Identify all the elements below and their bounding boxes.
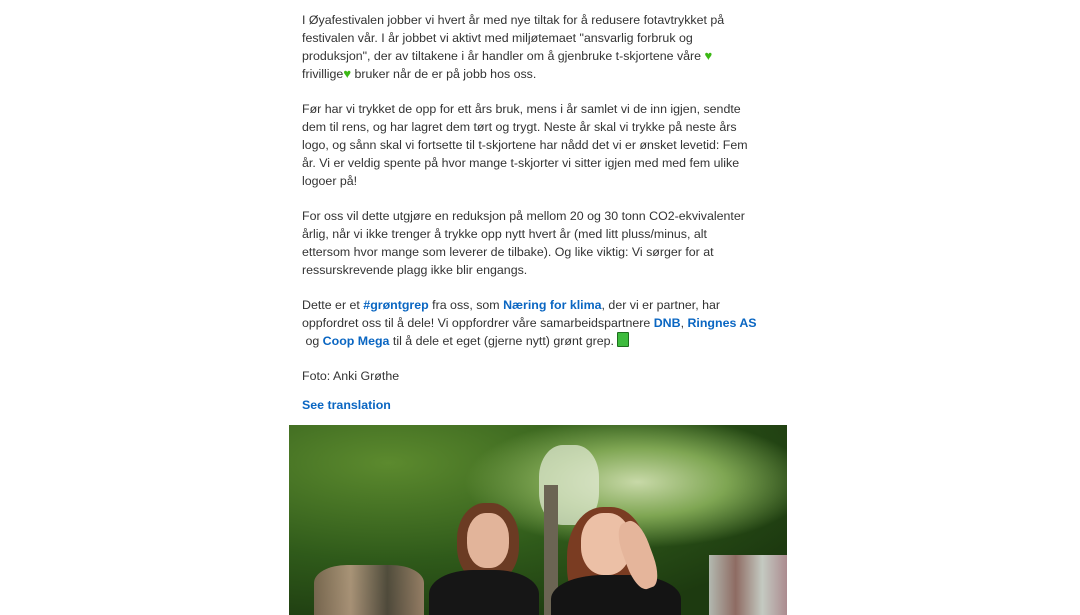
- text-line: festivalen vår. I år jobbet vi aktivt med miljøtemaet "ansvarlig forbruk og: [302, 31, 693, 45]
- text-line: Foto: Anki Grøthe: [302, 369, 400, 383]
- background-crowd: [709, 555, 787, 615]
- text: til å dele et eget (gjerne nytt) grønt grep.: [389, 334, 618, 348]
- green-heart-icon: ♥: [704, 48, 713, 63]
- text-line: logo, og sånn skal vi fortsette til t-skjortene har nådd det vi er ønsket levetid: Fem: [302, 138, 748, 152]
- text-line: år. Vi er veldig spente på hvor mange t-skjorter vi sitter igjen med med fem ulike: [302, 156, 740, 170]
- mention-dnb[interactable]: DNB: [653, 316, 681, 330]
- text: oppfordret oss til å dele! Vi oppfordrer våre samarbeidspartnere: [302, 316, 654, 330]
- text: , der vi er partner, har: [601, 298, 721, 312]
- text-line: Før har vi trykket de opp for ett års bruk, mens i år samlet vi de inn igjen, sendte: [302, 102, 741, 116]
- green-heart-icon: ♥: [343, 66, 352, 81]
- text: og: [302, 334, 323, 348]
- mention-coop-mega[interactable]: Coop Mega: [322, 334, 390, 348]
- text-line: I Øyafestivalen jobber vi hvert år med nye tiltak for å redusere fotavtrykket på: [302, 13, 725, 27]
- text-line: dem til rens, og har lagret dem tørt og trygt. Neste år skal vi trykke på neste års: [302, 120, 737, 134]
- paragraph-4: [302, 296, 772, 350]
- text-line: produksjon", der av tiltakene i år handler om å gjenbruke t-skjortene våre: [302, 49, 702, 63]
- photo-credit: [302, 367, 772, 385]
- text: ,: [680, 316, 688, 330]
- paragraph-1: [302, 11, 772, 83]
- text-line: For oss vil dette utgjøre en reduksjon på mellom 20 og 30 tonn CO2-ekvivalenter: [302, 209, 745, 223]
- paragraph-3: [302, 207, 772, 279]
- text-line: ettersom hvor mange som leverer de tilbake). Og like viktig: Vi sørger for at: [302, 245, 714, 259]
- paragraph-2: [302, 100, 772, 190]
- green-book-icon: [617, 332, 629, 347]
- text-line: logoer på!: [302, 174, 358, 188]
- post-body: [302, 11, 772, 402]
- hashtag-link[interactable]: #grøntgrep: [363, 298, 429, 312]
- text-line: bruker når de er på jobb hos oss.: [354, 67, 537, 81]
- text-line: ressurskrevende plagg ikke blir engangs.: [302, 263, 528, 277]
- text: Dette er et: [302, 298, 364, 312]
- post-photo[interactable]: [289, 425, 787, 615]
- person-shirt: [551, 575, 681, 615]
- mention-naering-for-klima[interactable]: Næring for klima: [503, 298, 602, 312]
- mention-ringnes[interactable]: Ringnes AS: [687, 316, 757, 330]
- text-line: årlig, når vi ikke trenger å trykke opp nytt hvert år (med litt pluss/minus, alt: [302, 227, 707, 241]
- person-face: [467, 513, 509, 568]
- text-line: frivillige: [302, 67, 344, 81]
- see-translation-link[interactable]: See translation: [302, 398, 391, 412]
- text: fra oss, som: [428, 298, 504, 312]
- person-shirt: [429, 570, 539, 615]
